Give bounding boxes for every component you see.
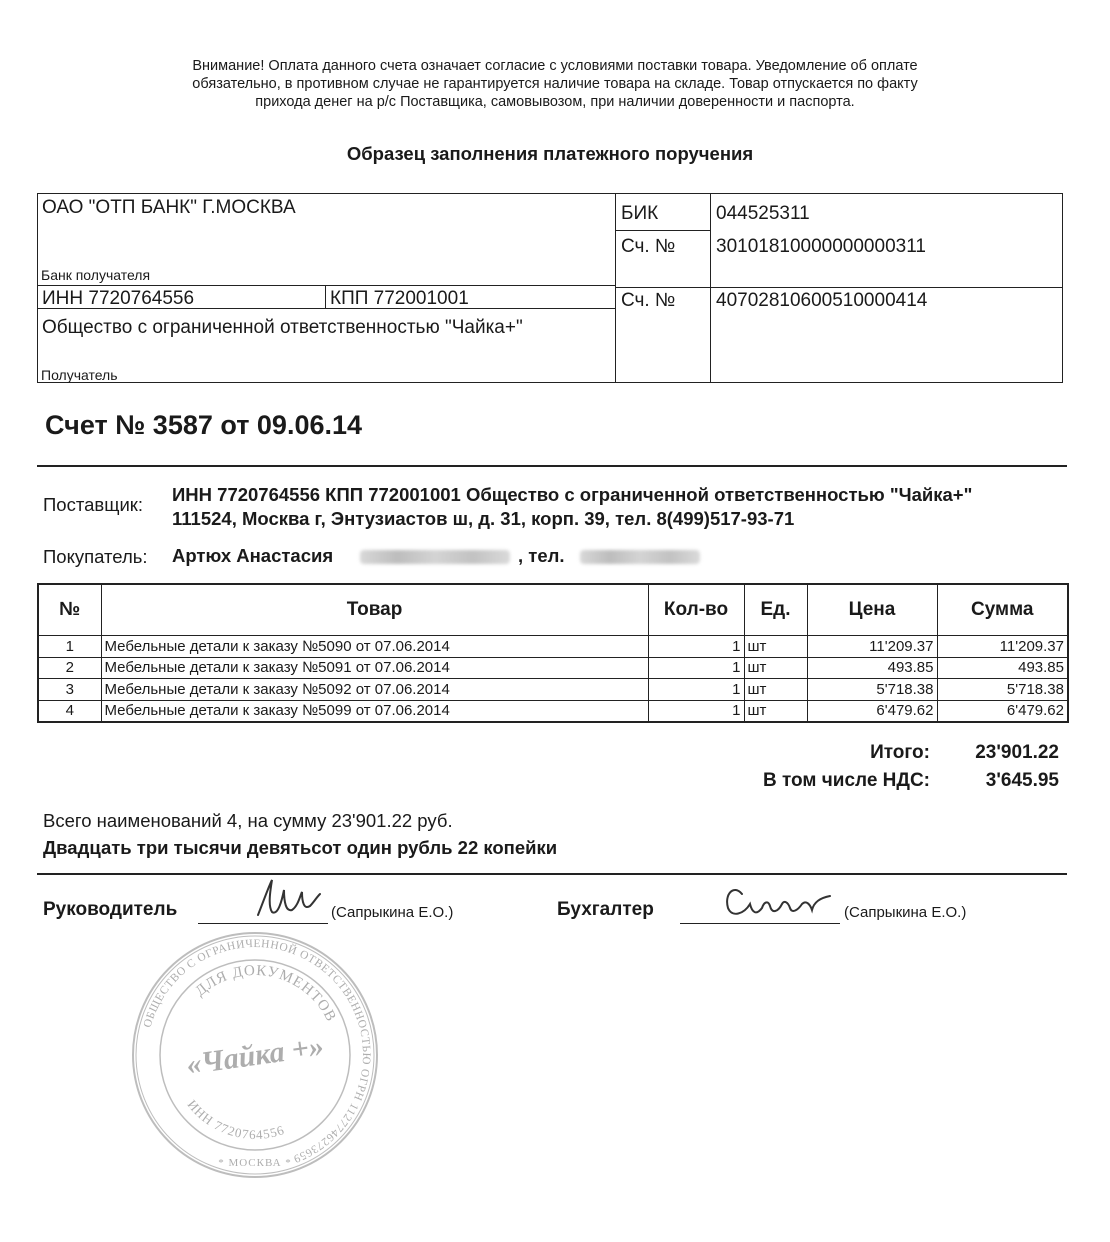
row-qty: 1 <box>648 700 744 722</box>
director-signature <box>250 870 330 925</box>
row-price: 5'718.38 <box>807 679 937 701</box>
bank-details-block <box>37 193 1063 383</box>
account-label: Сч. № <box>621 290 676 311</box>
director-name: (Сапрыкина Е.О.) <box>331 904 454 921</box>
account-value: 40702810600510000414 <box>716 290 928 311</box>
divider <box>38 285 615 286</box>
total-label: Итого: <box>870 742 930 763</box>
divider <box>615 287 1062 288</box>
corr-account-label: Сч. № <box>621 236 676 257</box>
notice-line: прихода денег на р/с Поставщика, самовывозом, при наличии доверенности и паспорта. <box>255 94 855 110</box>
row-item: Мебельные детали к заказу №5099 от 07.06.2014 <box>101 700 648 722</box>
row-number: 3 <box>38 679 101 701</box>
divider <box>710 194 711 382</box>
column-header-item: Товар <box>101 584 648 636</box>
row-sum: 11'209.37 <box>937 636 1068 658</box>
bik-value: 044525311 <box>716 203 810 224</box>
table-row <box>38 679 1068 701</box>
amount-in-words: Двадцать три тысячи девятьсот один рубль 22 копейки <box>43 837 558 858</box>
accountant-signature <box>720 874 840 926</box>
accountant-name: (Сапрыкина Е.О.) <box>844 904 967 921</box>
stamp-city: * МОСКВА * <box>218 1157 292 1169</box>
vat-value: 3'645.95 <box>985 770 1059 791</box>
accountant-label: Бухгалтер <box>557 899 654 920</box>
column-header-sum: Сумма <box>937 584 1068 636</box>
row-qty: 1 <box>648 657 744 679</box>
row-price: 11'209.37 <box>807 636 937 658</box>
divider <box>37 465 1067 467</box>
row-unit: шт <box>744 679 807 701</box>
row-qty: 1 <box>648 636 744 658</box>
stamp-center-text: «Чайка +» <box>184 1029 326 1082</box>
divider <box>615 230 710 231</box>
column-header-number: № <box>38 584 101 636</box>
column-header-unit: Ед. <box>744 584 807 636</box>
divider <box>615 194 616 382</box>
row-sum: 5'718.38 <box>937 679 1068 701</box>
stamp-inn: ИНН 7720764556 <box>184 1096 287 1143</box>
stamp-outer-text: ОБЩЕСТВО С ОГРАНИЧЕННОЙ ОТВЕТСТВЕННОСТЬЮ ОГРН 1127746273659 <box>141 937 373 1165</box>
divider <box>37 873 1067 875</box>
bank-label: Банк получателя <box>41 267 151 283</box>
recipient-inn: ИНН 7720764556 <box>42 288 195 309</box>
row-item: Мебельные детали к заказу №5090 от 07.06.2014 <box>101 636 648 658</box>
row-item: Мебельные детали к заказу №5092 от 07.06.2014 <box>101 679 648 701</box>
items-table <box>37 583 1069 723</box>
notice-line: Внимание! Оплата данного счета означает согласие с условиями поставки товара. Уведомление об оплате <box>192 58 918 74</box>
column-header-price: Цена <box>807 584 937 636</box>
buyer-phone-label: , тел. <box>518 545 565 566</box>
supplier-address: 111524, Москва г, Энтузиастов ш, д. 31, корп. 39, тел. 8(499)517-93-71 <box>172 508 795 529</box>
table-row <box>38 636 1068 658</box>
table-header-row <box>38 584 1068 636</box>
company-stamp <box>130 930 380 1180</box>
row-number: 2 <box>38 657 101 679</box>
table-row <box>38 657 1068 679</box>
total-value: 23'901.22 <box>975 742 1059 763</box>
divider <box>325 285 326 308</box>
row-unit: шт <box>744 657 807 679</box>
row-sum: 6'479.62 <box>937 700 1068 722</box>
payment-sample-title: Образец заполнения платежного поручения <box>346 143 754 164</box>
buyer-name: Артюх Анастасия <box>172 545 334 566</box>
column-header-qty: Кол-во <box>648 584 744 636</box>
supplier-label: Поставщик: <box>43 494 144 515</box>
corr-account-value: 30101810000000000311 <box>716 236 926 257</box>
row-qty: 1 <box>648 679 744 701</box>
row-sum: 493.85 <box>937 657 1068 679</box>
invoice-title: Счет № 3587 от 09.06.14 <box>45 410 363 440</box>
table-row <box>38 700 1068 722</box>
row-unit: шт <box>744 700 807 722</box>
recipient-kpp: КПП 772001001 <box>330 288 469 309</box>
redacted-phone <box>580 550 700 564</box>
row-number: 1 <box>38 636 101 658</box>
buyer-label: Покупатель: <box>43 546 148 567</box>
bank-name: ОАО "ОТП БАНК" Г.МОСКВА <box>42 197 296 218</box>
payment-notice <box>60 57 1050 111</box>
row-price: 6'479.62 <box>807 700 937 722</box>
notice-line: обязательно, в противном случае не гарантируется наличие товара на складе. Товар отпускается по факту <box>192 76 918 92</box>
stamp-inner-top: ДЛЯ ДОКУМЕНТОВ <box>192 962 340 1025</box>
supplier-details: ИНН 7720764556 КПП 772001001 Общество с ограниченной ответственностью "Чайка+" <box>172 484 973 505</box>
redacted-surname <box>360 550 510 564</box>
bik-label: БИК <box>621 203 659 224</box>
row-item: Мебельные детали к заказу №5091 от 07.06.2014 <box>101 657 648 679</box>
row-unit: шт <box>744 636 807 658</box>
director-label: Руководитель <box>43 899 178 920</box>
items-summary: Всего наименований 4, на сумму 23'901.22 руб. <box>43 810 453 831</box>
vat-label: В том числе НДС: <box>763 770 930 791</box>
recipient-name: Общество с ограниченной ответственностью "Чайка+" <box>42 317 523 338</box>
row-price: 493.85 <box>807 657 937 679</box>
recipient-label: Получатель <box>41 367 118 383</box>
row-number: 4 <box>38 700 101 722</box>
